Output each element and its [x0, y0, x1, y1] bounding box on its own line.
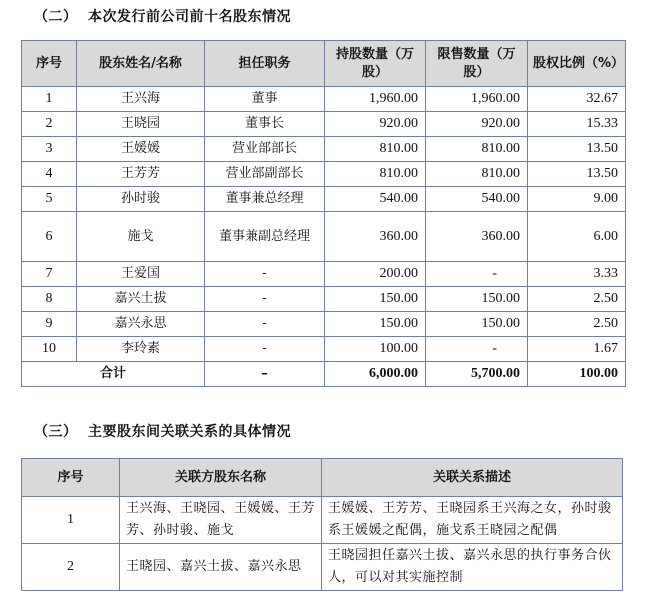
- table-row: [22, 162, 626, 187]
- cell-ratio: 32.67: [528, 87, 626, 112]
- header-shares: 持股数量（万股）: [325, 41, 426, 87]
- table-row: [22, 287, 626, 312]
- cell-description: 王媛媛、王芳芳、王晓园系王兴海之女，孙时骏系王媛媛之配偶，施戈系王晓园之配偶: [322, 497, 623, 544]
- cell-no: 5: [22, 187, 77, 212]
- cell-restricted: 150.00: [426, 312, 528, 337]
- cell-name: 王媛媛: [77, 137, 205, 162]
- cell-no: 7: [22, 262, 77, 287]
- cell-shares: 100.00: [325, 337, 426, 362]
- total-label: 合计: [22, 362, 205, 387]
- total-ratio: 100.00: [528, 362, 626, 387]
- cell-position: 董事兼总经理: [205, 187, 325, 212]
- cell-ratio: 9.00: [528, 187, 626, 212]
- header-no: 序号: [22, 459, 120, 497]
- table-row: [22, 544, 623, 591]
- cell-position: 营业部部长: [205, 137, 325, 162]
- cell-parties: 王兴海、王晓园、王媛媛、王芳芳、孙时骏、施戈: [120, 497, 322, 544]
- header-position: 担任职务: [205, 41, 325, 87]
- cell-position: 董事: [205, 87, 325, 112]
- cell-position: -: [205, 312, 325, 337]
- cell-name: 李玲素: [77, 337, 205, 362]
- header-parties: 关联方股东名称: [120, 459, 322, 497]
- header-no: 序号: [22, 41, 77, 87]
- cell-parties: 王晓园、嘉兴土拔、嘉兴永思: [120, 544, 322, 591]
- cell-shares: 150.00: [325, 287, 426, 312]
- cell-no: 2: [22, 544, 120, 591]
- table-header-row: [22, 459, 623, 497]
- top-ten-shareholders-table: [21, 40, 626, 387]
- table-row: [22, 262, 626, 287]
- cell-name: 施戈: [77, 212, 205, 262]
- cell-no: 8: [22, 287, 77, 312]
- cell-restricted: 360.00: [426, 212, 528, 262]
- cell-no: 2: [22, 112, 77, 137]
- cell-name: 嘉兴土拔: [77, 287, 205, 312]
- cell-shares: 810.00: [325, 137, 426, 162]
- cell-restricted: 920.00: [426, 112, 528, 137]
- cell-shares: 150.00: [325, 312, 426, 337]
- cell-ratio: 13.50: [528, 137, 626, 162]
- total-row: [22, 362, 626, 387]
- cell-shares: 540.00: [325, 187, 426, 212]
- cell-no: 3: [22, 137, 77, 162]
- section-3-number: （三）: [34, 424, 78, 440]
- cell-restricted: -: [426, 337, 528, 362]
- cell-shares: 360.00: [325, 212, 426, 262]
- cell-restricted: -: [426, 262, 528, 287]
- header-name: 股东姓名/名称: [77, 41, 205, 87]
- cell-position: 营业部副部长: [205, 162, 325, 187]
- table-row: [22, 87, 626, 112]
- section-2-title: 本次发行前公司前十名股东情况: [88, 9, 291, 25]
- section-2-number: （二）: [34, 9, 78, 25]
- table-row: [22, 112, 626, 137]
- table-row: [22, 497, 623, 544]
- cell-ratio: 6.00: [528, 212, 626, 262]
- cell-name: 王晓园: [77, 112, 205, 137]
- cell-ratio: 15.33: [528, 112, 626, 137]
- cell-position: 董事长: [205, 112, 325, 137]
- cell-restricted: 540.00: [426, 187, 528, 212]
- cell-name: 王芳芳: [77, 162, 205, 187]
- total-restricted: 5,700.00: [426, 362, 528, 387]
- table-row: [22, 137, 626, 162]
- section-2-heading: [34, 6, 291, 26]
- cell-no: 4: [22, 162, 77, 187]
- table-row: [22, 337, 626, 362]
- total-position: –: [205, 362, 325, 387]
- cell-restricted: 810.00: [426, 137, 528, 162]
- section-3-title: 主要股东间关联关系的具体情况: [88, 424, 291, 440]
- cell-restricted: 1,960.00: [426, 87, 528, 112]
- cell-shares: 920.00: [325, 112, 426, 137]
- cell-ratio: 3.33: [528, 262, 626, 287]
- cell-no: 10: [22, 337, 77, 362]
- total-shares: 6,000.00: [325, 362, 426, 387]
- cell-ratio: 2.50: [528, 312, 626, 337]
- cell-ratio: 13.50: [528, 162, 626, 187]
- cell-position: 董事兼副总经理: [205, 212, 325, 262]
- cell-no: 1: [22, 87, 77, 112]
- cell-position: -: [205, 337, 325, 362]
- cell-shares: 1,960.00: [325, 87, 426, 112]
- cell-position: -: [205, 287, 325, 312]
- cell-ratio: 2.50: [528, 287, 626, 312]
- table-header-row: [22, 41, 626, 87]
- cell-name: 王兴海: [77, 87, 205, 112]
- cell-restricted: 150.00: [426, 287, 528, 312]
- table-row: [22, 212, 626, 262]
- cell-name: 嘉兴永思: [77, 312, 205, 337]
- cell-shares: 810.00: [325, 162, 426, 187]
- cell-no: 9: [22, 312, 77, 337]
- table-row: [22, 187, 626, 212]
- table-row: [22, 312, 626, 337]
- cell-restricted: 810.00: [426, 162, 528, 187]
- cell-description: 王晓园担任嘉兴土拔、嘉兴永思的执行事务合伙人，可以对其实施控制: [322, 544, 623, 591]
- cell-no: 1: [22, 497, 120, 544]
- cell-ratio: 1.67: [528, 337, 626, 362]
- section-3-heading: [34, 421, 291, 441]
- cell-name: 孙时骏: [77, 187, 205, 212]
- cell-name: 王爱国: [77, 262, 205, 287]
- cell-shares: 200.00: [325, 262, 426, 287]
- cell-position: -: [205, 262, 325, 287]
- header-description: 关联关系描述: [322, 459, 623, 497]
- related-party-table: [21, 458, 623, 591]
- header-ratio: 股权比例（%）: [528, 41, 626, 87]
- header-restricted: 限售数量（万股）: [426, 41, 528, 87]
- cell-no: 6: [22, 212, 77, 262]
